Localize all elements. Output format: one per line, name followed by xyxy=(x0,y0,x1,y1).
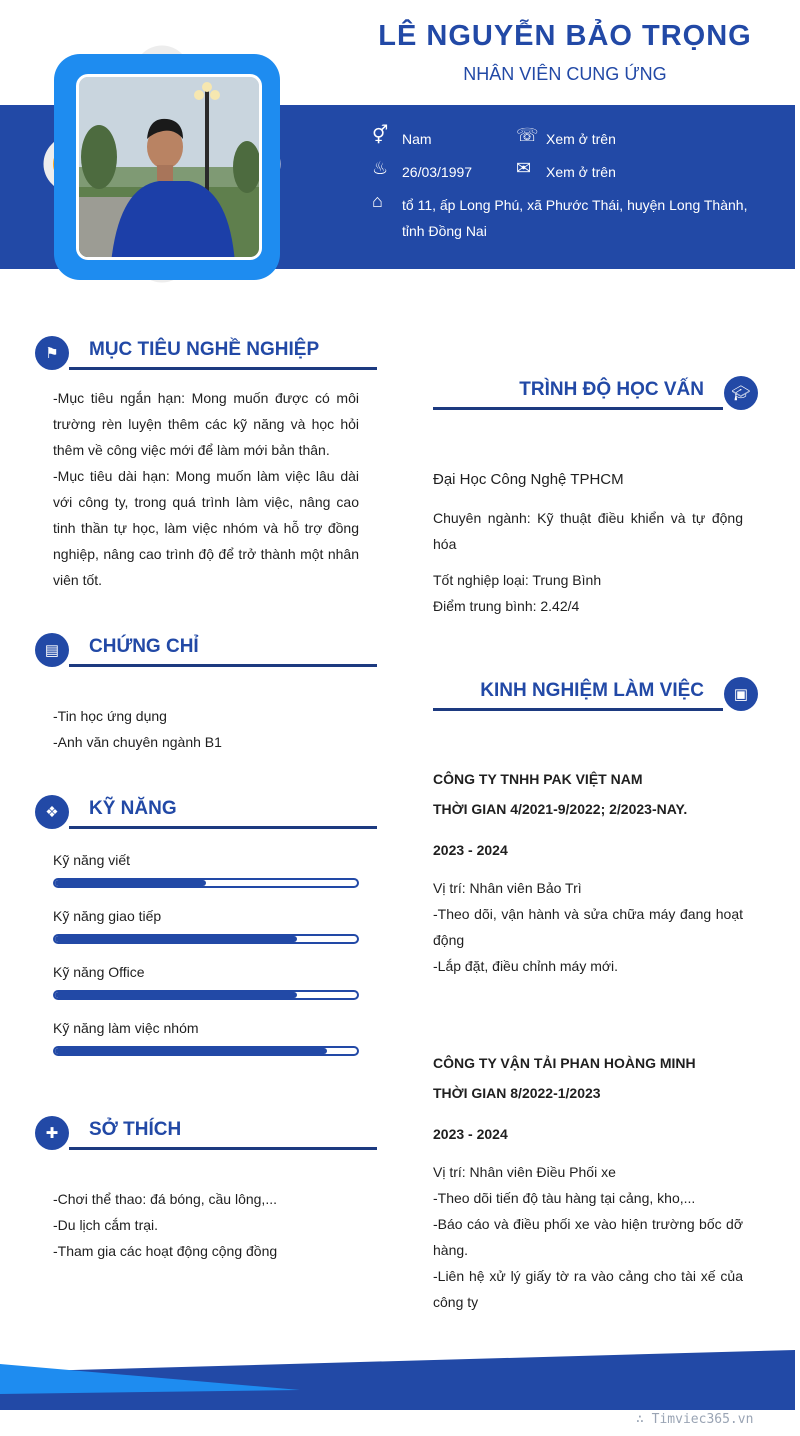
skill-fill xyxy=(55,992,297,998)
flag-icon: ⚑ xyxy=(35,336,69,370)
home-icon: ⌂ xyxy=(372,191,383,211)
cubes-icon: ❖ xyxy=(35,795,69,829)
graduation-cap-icon: 🎓︎ xyxy=(724,376,758,410)
skill-bar xyxy=(53,878,359,888)
skill-fill xyxy=(55,880,206,886)
list-item: -Tin học ứng dụng xyxy=(53,708,167,724)
phone-text: Xem ở trên xyxy=(546,131,616,147)
job-details xyxy=(433,1159,743,1315)
phone-row xyxy=(516,126,616,152)
job-years: 2023 - 2024 xyxy=(433,842,508,858)
gender-row xyxy=(372,126,432,152)
cake-icon: ♨ xyxy=(372,158,389,178)
objective-short-term: -Mục tiêu ngắn hạn: Mong muốn được có môi trường rèn luyện thêm các kỹ năng và học hỏi thêm về công việc mới để làm mới bản thân. xyxy=(53,390,359,458)
envelope-icon: ✉ xyxy=(516,158,532,178)
job-duty: -Báo cáo và điều phối xe vào hiện trường bốc dỡ hàng. xyxy=(433,1216,743,1258)
avatar-frame xyxy=(20,22,306,308)
job-years: 2023 - 2024 xyxy=(433,1126,508,1142)
gender-text: Nam xyxy=(402,131,432,147)
footer-decoration xyxy=(0,1350,795,1410)
avatar-illustration xyxy=(79,77,262,260)
skill-bar xyxy=(53,934,359,944)
education-school: Đại Học Công Nghệ TPHCM xyxy=(433,471,624,488)
job-company: CÔNG TY TNHH PAK VIỆT NAM xyxy=(433,771,643,787)
objective-header xyxy=(35,336,380,376)
objective-text xyxy=(53,385,359,593)
job-duty: -Theo dõi tiến độ tàu hàng tại cảng, kho,... xyxy=(433,1190,696,1206)
hobbies-list xyxy=(53,1186,359,1264)
job-period: THỜI GIAN 4/2021-9/2022; 2/2023-NAY. xyxy=(433,801,688,817)
experience-header xyxy=(433,677,758,717)
section-divider xyxy=(433,407,723,410)
job-title: NHÂN VIÊN CUNG ỨNG xyxy=(463,64,667,84)
section-divider xyxy=(69,826,377,829)
skill-label: Kỹ năng Office xyxy=(53,964,145,980)
education-title: TRÌNH ĐỘ HỌC VẤN xyxy=(519,379,704,400)
list-item: -Chơi thể thao: đá bóng, cầu lông,... xyxy=(53,1191,277,1207)
id-card-icon: ▤ xyxy=(35,633,69,667)
gamepad-icon: ✚ xyxy=(35,1116,69,1150)
candidate-name: LÊ NGUYỄN BẢO TRỌNG xyxy=(378,20,752,52)
skills-title: KỸ NĂNG xyxy=(89,798,177,819)
hobbies-header xyxy=(35,1116,380,1156)
skills-header xyxy=(35,795,380,835)
list-item: -Anh văn chuyên ngành B1 xyxy=(53,734,222,750)
objective-long-term: -Mục tiêu dài hạn: Mong muốn làm việc lâu dài với công ty, trong quá trình làm việc, nâng cao tinh thần tự học, làm việc nhóm và hỗ trợ đồng nghiệp, nâng cao trình độ để trở thành một nhân viên tốt. xyxy=(53,468,359,588)
address-line-1: tổ 11, ấp Long Phú, xã Phước Thái, huyện Long Thành, xyxy=(402,197,748,213)
skill-bar xyxy=(53,1046,359,1056)
job-details xyxy=(433,875,743,979)
section-divider xyxy=(69,1147,377,1150)
education-header xyxy=(433,376,758,416)
certificates-header xyxy=(35,633,380,673)
address-text xyxy=(402,192,747,244)
job-position: Vị trí: Nhân viên Bảo Trì xyxy=(433,880,582,896)
job-period: THỜI GIAN 8/2022-1/2023 xyxy=(433,1085,601,1101)
list-item: -Tham gia các hoạt động cộng đồng xyxy=(53,1243,278,1259)
certificates-title: CHỨNG CHỈ xyxy=(89,636,199,657)
skill-bar xyxy=(53,990,359,1000)
skill-fill xyxy=(55,1048,327,1054)
skill-label: Kỹ năng giao tiếp xyxy=(53,908,162,924)
section-divider xyxy=(69,664,377,667)
education-major: Chuyên ngành: Kỹ thuật điều khiển và tự động hóa xyxy=(433,510,743,552)
hobbies-title: SỞ THÍCH xyxy=(89,1119,182,1140)
section-divider xyxy=(433,708,723,711)
skill-label: Kỹ năng làm việc nhóm xyxy=(53,1020,199,1036)
birthday-row xyxy=(372,159,472,185)
birthday-text: 26/03/1997 xyxy=(402,164,473,180)
education-gpa: Điểm trung bình: 2.42/4 xyxy=(433,598,580,614)
objective-title: MỤC TIÊU NGHỀ NGHIỆP xyxy=(89,339,320,360)
section-divider xyxy=(69,367,377,370)
watermark: ∴ Timviec365.vn xyxy=(636,1412,754,1427)
email-row xyxy=(516,159,616,185)
experience-title: KINH NGHIỆM LÀM VIỆC xyxy=(480,680,704,701)
job-duty: -Theo dõi, vận hành và sửa chữa máy đang hoạt động xyxy=(433,906,743,948)
skill-label: Kỹ năng viết xyxy=(53,852,131,868)
education-grade: Tốt nghiệp loại: Trung Bình xyxy=(433,572,602,588)
skill-fill xyxy=(55,936,297,942)
job-position: Vị trí: Nhân viên Điều Phối xe xyxy=(433,1164,616,1180)
gender-icon: ⚥ xyxy=(372,125,389,145)
certificates-list xyxy=(53,703,359,755)
whatsapp-icon: ☏ xyxy=(516,125,539,145)
briefcase-icon: ▣ xyxy=(724,677,758,711)
address-row xyxy=(372,192,747,244)
avatar xyxy=(76,74,262,260)
job-company: CÔNG TY VẬN TẢI PHAN HOÀNG MINH xyxy=(433,1055,696,1071)
email-text: Xem ở trên xyxy=(546,164,616,180)
list-item: -Du lịch cắm trại. xyxy=(53,1217,159,1233)
job-duty: -Lắp đặt, điều chỉnh máy mới. xyxy=(433,958,619,974)
address-line-2: tỉnh Đồng Nai xyxy=(402,223,487,239)
job-duty: -Liên hệ xử lý giấy tờ ra vào cảng cho tài xế của công ty xyxy=(433,1268,743,1310)
